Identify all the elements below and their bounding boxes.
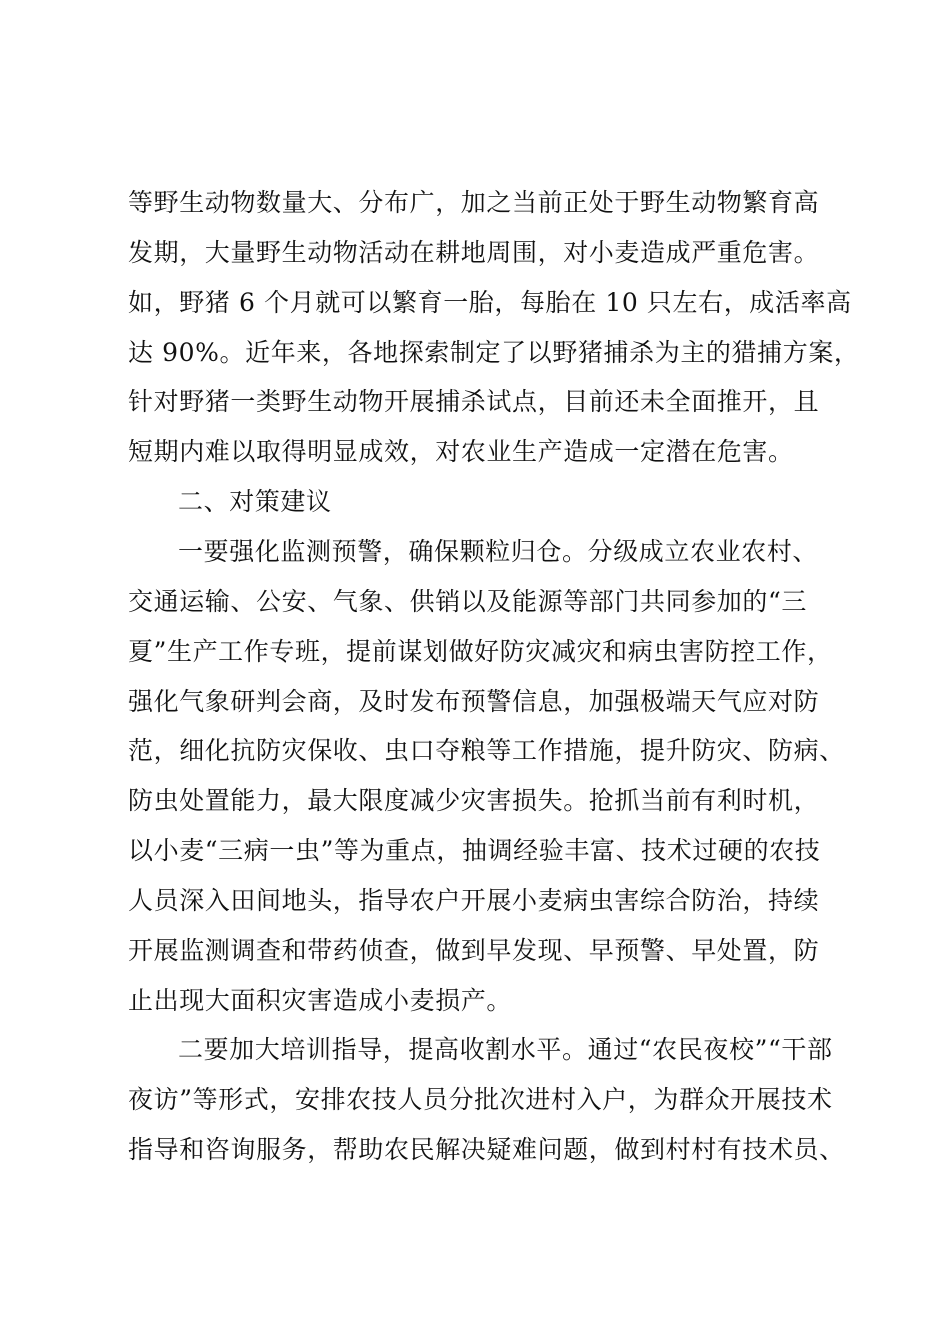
body-text-line: 指导和咨询服务，帮助农民解决疑难问题，做到村村有技术员、 [128, 1135, 845, 1164]
body-text-line: 等野生动物数量大、分布广，加之当前正处于野生动物繁育高 [128, 188, 820, 217]
body-text-line: 交通运输、公安、气象、供销以及能源等部门共同参加的“三 [128, 587, 807, 616]
body-text-line: 短期内难以取得明显成效，对农业生产造成一定潜在危害。 [128, 437, 794, 466]
body-text-line: 如，野猪 6 个月就可以繁育一胎，每胎在 10 只左右，成活率高 [128, 288, 852, 317]
body-text-line: 止出现大面积灾害造成小麦损产。 [128, 986, 513, 1015]
body-text-line: 达 90%。近年来，各地探索制定了以野猪捕杀为主的猎捕方案， [128, 338, 860, 367]
body-text-line: 防虫处置能力，最大限度减少灾害损失。抢抓当前有利时机， [128, 786, 820, 815]
body-text-line: 以小麦“三病一虫”等为重点，抽调经验丰富、技术过硬的农技 [128, 836, 821, 865]
body-text-line: 夏”生产工作专班，提前谋划做好防灾减灾和病虫害防控工作， [128, 637, 833, 666]
body-text-line: 发期，大量野生动物活动在耕地周围，对小麦造成严重危害。 [128, 238, 820, 267]
paragraph-first-line: 二要加大培训指导，提高收割水平。通过“农民夜校”“干部 [178, 1035, 833, 1064]
body-text-line: 人员深入田间地头，指导农户开展小麦病虫害综合防治，持续 [128, 886, 820, 915]
body-text-line: 范，细化抗防灾保收、虫口夺粮等工作措施，提升防灾、防病、 [128, 736, 845, 765]
section-heading: 二、对策建议 [178, 487, 332, 516]
body-text-line: 针对野猪一类野生动物开展捕杀试点，目前还未全面推开，且 [128, 387, 820, 416]
body-text-line: 强化气象研判会商，及时发布预警信息，加强极端天气应对防 [128, 687, 820, 716]
body-text-line: 夜访”等形式，安排农技人员分批次进村入户，为群众开展技术 [128, 1085, 833, 1114]
body-text-line: 开展监测调查和带药侦查，做到早发现、早预警、早处置，防 [128, 936, 820, 965]
paragraph-first-line: 一要强化监测预警，确保颗粒归仓。分级成立农业农村、 [178, 537, 819, 566]
